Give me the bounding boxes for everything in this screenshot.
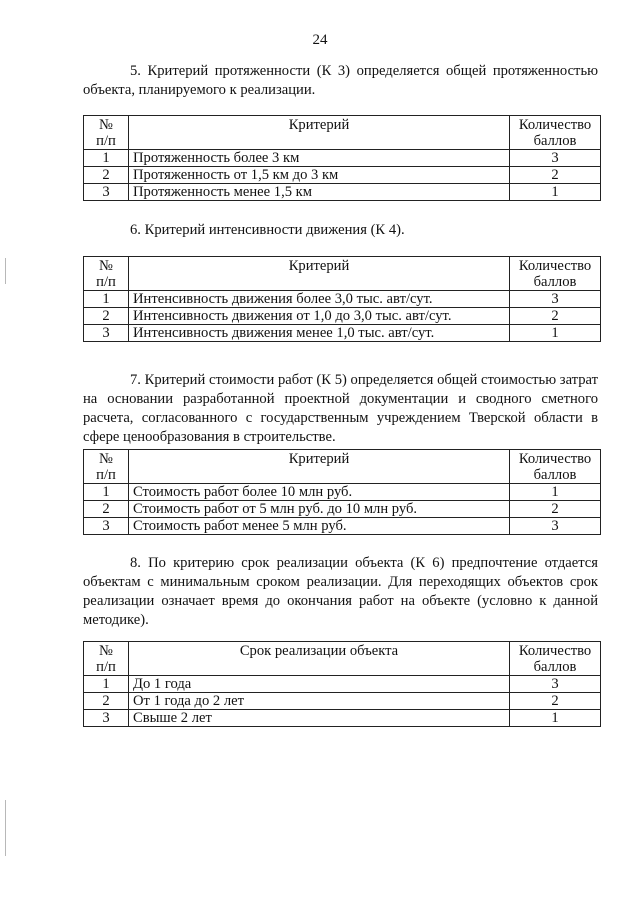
table-row bbox=[84, 291, 601, 308]
scan-mark bbox=[5, 800, 6, 856]
row-points: 2 bbox=[510, 501, 601, 518]
table-row bbox=[84, 184, 601, 201]
row-points: 1 bbox=[510, 325, 601, 342]
header-num: № п/п bbox=[84, 257, 129, 291]
row-criterion: Стоимость работ от 5 млн руб. до 10 млн руб. bbox=[129, 501, 510, 518]
header-num: № п/п bbox=[84, 642, 129, 676]
header-num: № п/п bbox=[84, 450, 129, 484]
row-points: 2 bbox=[510, 693, 601, 710]
row-criterion: До 1 года bbox=[129, 676, 510, 693]
section-5-paragraph: 5. Критерий протяженности (К 3) определяется общей протяженностью объекта, планируемого к реализации. bbox=[83, 63, 598, 98]
header-points: Количество баллов bbox=[510, 116, 601, 150]
table-row bbox=[84, 710, 601, 727]
row-points: 2 bbox=[510, 167, 601, 184]
table-row bbox=[84, 676, 601, 693]
header-criterion: Критерий bbox=[129, 257, 510, 291]
header-criterion: Критерий bbox=[129, 450, 510, 484]
traffic-criterion-table bbox=[83, 256, 601, 342]
row-criterion: Интенсивность движения более 3,0 тыс. авт/сут. bbox=[129, 291, 510, 308]
header-points: Количество баллов bbox=[510, 450, 601, 484]
row-criterion: Протяженность более 3 км bbox=[129, 150, 510, 167]
header-points: Количество баллов bbox=[510, 642, 601, 676]
length-criterion-table bbox=[83, 115, 601, 201]
row-num: 3 bbox=[84, 518, 129, 535]
row-num: 2 bbox=[84, 308, 129, 325]
section-7-paragraph: 7. Критерий стоимости работ (К 5) определяется общей стоимостью затрат на основании разработанной проектной документации и сводного сметного расчета, согласованного с государственным учреждением Тверской области в сфере ценообразования в строительстве. bbox=[83, 372, 598, 445]
table-row bbox=[84, 484, 601, 501]
header-criterion: Критерий bbox=[129, 116, 510, 150]
section-6-paragraph: 6. Критерий интенсивности движения (К 4). bbox=[130, 222, 405, 238]
row-points: 3 bbox=[510, 518, 601, 535]
row-num: 3 bbox=[84, 325, 129, 342]
table-header-row bbox=[84, 642, 601, 676]
table-row bbox=[84, 308, 601, 325]
row-num: 2 bbox=[84, 501, 129, 518]
row-criterion: Интенсивность движения менее 1,0 тыс. авт/сут. bbox=[129, 325, 510, 342]
row-criterion: Протяженность от 1,5 км до 3 км bbox=[129, 167, 510, 184]
table-header-row bbox=[84, 116, 601, 150]
header-criterion: Срок реализации объекта bbox=[129, 642, 510, 676]
row-num: 3 bbox=[84, 710, 129, 727]
row-points: 3 bbox=[510, 150, 601, 167]
row-points: 3 bbox=[510, 291, 601, 308]
table-row bbox=[84, 518, 601, 535]
row-num: 2 bbox=[84, 167, 129, 184]
row-points: 1 bbox=[510, 710, 601, 727]
cost-criterion-table bbox=[83, 449, 601, 535]
table-row bbox=[84, 325, 601, 342]
row-criterion: Протяженность менее 1,5 км bbox=[129, 184, 510, 201]
row-points: 3 bbox=[510, 676, 601, 693]
section-8-paragraph: 8. По критерию срок реализации объекта (К 6) предпочтение отдается объектам с минимальным сроком реализации. Для переходящих объектов срок реализации означает время до окончания работ на объекте (условно к данной методике). bbox=[83, 555, 598, 628]
row-points: 1 bbox=[510, 184, 601, 201]
table-row bbox=[84, 150, 601, 167]
row-points: 2 bbox=[510, 308, 601, 325]
header-num: № п/п bbox=[84, 116, 129, 150]
header-points: Количество баллов bbox=[510, 257, 601, 291]
row-num: 1 bbox=[84, 484, 129, 501]
row-criterion: Интенсивность движения от 1,0 до 3,0 тыс. авт/сут. bbox=[129, 308, 510, 325]
scan-mark bbox=[5, 258, 6, 284]
row-num: 1 bbox=[84, 150, 129, 167]
table-header-row bbox=[84, 450, 601, 484]
row-criterion: От 1 года до 2 лет bbox=[129, 693, 510, 710]
row-num: 1 bbox=[84, 291, 129, 308]
table-row bbox=[84, 167, 601, 184]
row-num: 2 bbox=[84, 693, 129, 710]
row-points: 1 bbox=[510, 484, 601, 501]
row-num: 3 bbox=[84, 184, 129, 201]
table-row bbox=[84, 693, 601, 710]
term-criterion-table bbox=[83, 641, 601, 727]
page-number: 24 bbox=[312, 32, 328, 48]
row-criterion: Свыше 2 лет bbox=[129, 710, 510, 727]
row-num: 1 bbox=[84, 676, 129, 693]
row-criterion: Стоимость работ более 10 млн руб. bbox=[129, 484, 510, 501]
table-row bbox=[84, 501, 601, 518]
table-header-row bbox=[84, 257, 601, 291]
row-criterion: Стоимость работ менее 5 млн руб. bbox=[129, 518, 510, 535]
